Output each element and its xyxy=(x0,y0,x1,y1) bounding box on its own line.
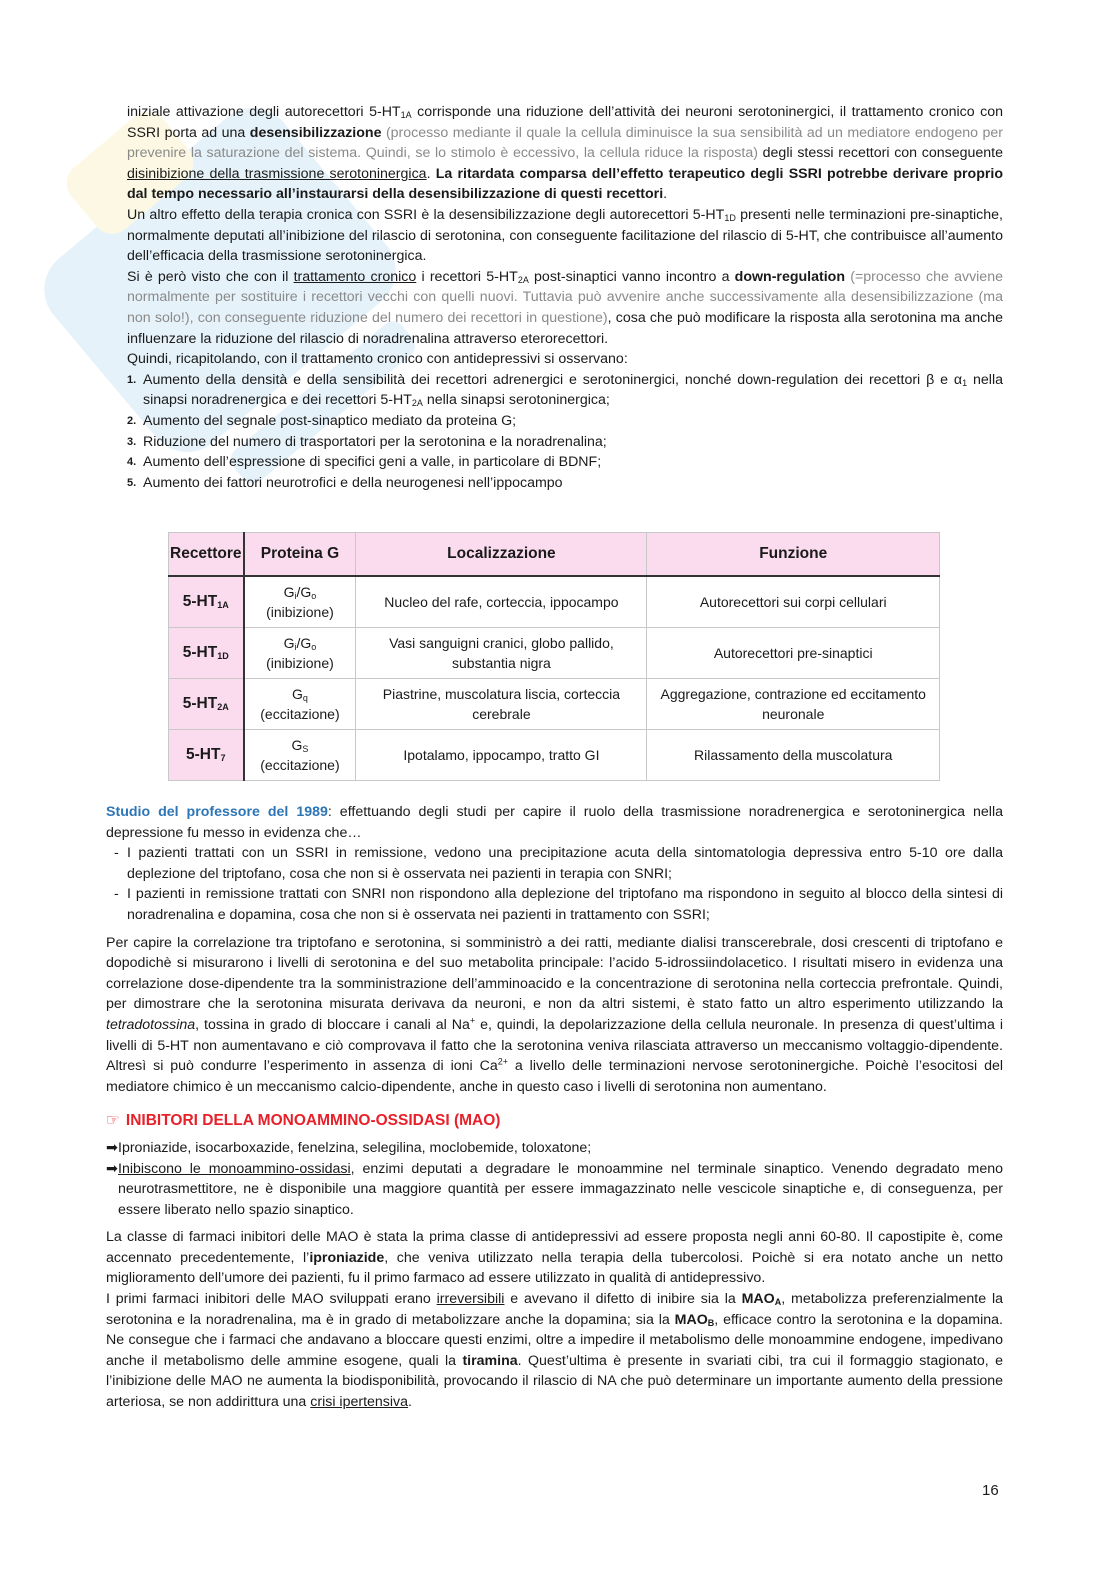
receptor-cell: $5-HT_{2A}$ xyxy=(169,679,244,730)
location-cell: Nucleo del rafe, corteccia, ippocampo xyxy=(356,576,647,628)
study-section xyxy=(106,802,1003,1413)
list-item: 4. Aumento dell’espressione di specifici geni a valle, in particolare di BDNF; xyxy=(127,454,602,471)
receptor-cell: $5-HT_7$ xyxy=(169,730,244,781)
function-cell: Aggregazione, contrazione ed eccitamento neuronale xyxy=(647,679,940,730)
table-row xyxy=(169,628,940,679)
study-findings xyxy=(106,843,1003,925)
receptor-cell: $5-HT_{1A}$ xyxy=(169,576,244,628)
page-number: 16 xyxy=(982,1482,999,1499)
table-row xyxy=(169,730,940,781)
protein-cell: $G_i/G_o$ (inibizione) xyxy=(244,628,356,679)
list-item: ➡ Inibiscono le monoammino-ossidasi, enzimi deputati a degradare le monoammine nel terminale sinaptico. Venendo degradato meno neurotrasmettitore, ne è disponibile una maggiore quantità per essere immagazzinato nelle vescicole sinaptiche e, di conseguenza, per essere liberato nello spazio sinaptico. xyxy=(106,1160,1004,1218)
intro-section xyxy=(127,102,1003,493)
location-cell: Piastrine, muscolatura liscia, corteccia cerebrale xyxy=(356,679,647,730)
receptor-table xyxy=(168,532,940,781)
arrow-icon: ➡ xyxy=(106,1139,118,1156)
header-localizzazione: Localizzazione xyxy=(356,533,647,577)
list-item: ➡ Iproniazide, isocarboxazide, fenelzina, selegilina, moclobemide, toloxatone; xyxy=(106,1138,1003,1159)
study-intro: Studio del professore del 1989: effettuando degli studi per capire il ruolo della trasmissione noradrenergica e serotoninergica nella depressione fu messo in evidenza che… xyxy=(106,804,1004,841)
arrow-icon: ➡ xyxy=(106,1160,118,1177)
table-row xyxy=(169,576,940,628)
paragraph-desensitization: iniziale attivazione degli autorecettori $5-HT_{1A}$ corrisponde una riduzione dell’attività dei neuroni serotoninergici, il trattamento cronico con SSRI porta ad una desensibilizzazione (processo mediante il quale la cellula diminuisce la sua sensibilità ad un mediatore endogeno per prevenire la saturazione del sistema. Quindi, se lo stimolo è eccessivo, la cellula riduce la risposta) degli stessi recettori con conseguente disinibizione della trasmissione serotoninergica. La ritardata comparsa dell’effetto terapeutico degli SSRI potrebbe derivare proprio dal tempo necessario all’instaurarsi della desensibilizzazione di questi recettori. xyxy=(127,104,1004,203)
header-funzione: Funzione xyxy=(647,533,940,577)
location-cell: Vasi sanguigni cranici, globo pallido, substantia nigra xyxy=(356,628,647,679)
list-item: 5. Aumento dei fattori neurotrofici e della neurogenesi nell’ippocampo xyxy=(127,474,563,491)
paragraph-summary-intro: Quindi, ricapitolando, con il trattamento cronico con antidepressivi si osservano: xyxy=(127,351,628,368)
table-header-row xyxy=(169,533,940,577)
list-item: - I pazienti trattati con un SSRI in remissione, vedono una precipitazione acuta della sintomatologia depressiva entro 5-10 ore dalla deplezione del triptofano, cosa che non si è osservata nei pazienti in terapia con SNRI; xyxy=(114,845,1003,882)
paragraph-autoreceptors-1d: Un altro effetto della terapia cronica con SSRI è la desensibilizzazione degli autorecettori $5-HT_{1D}$ presenti nelle terminazioni pre-sinaptiche, normalmente deputati all’inibizione del rilascio di serotonina, con conseguente facilitazione del rilascio di 5-HT, che contribuisce all’aumento dell’efficacia della trasmissione serotoninergica. xyxy=(127,206,1004,265)
function-cell: Rilassamento della muscolatura xyxy=(647,730,940,781)
effects-list xyxy=(127,370,1003,494)
function-cell: Autorecettori sui corpi cellulari xyxy=(647,576,940,628)
list-item: 3. Riduzione del numero di trasportatori per la serotonina e la noradrenalina; xyxy=(127,433,607,450)
paragraph-mao-history: La classe di farmaci inibitori delle MAO è stata la prima classe di antidepressivi ad essere proposta negli anni 60-80. Il capostipite è, come accennato precedentemente, l’iproniazide, che veniva utilizzato nella terapia della tubercolosi. Poichè si era notato anche un netto miglioramento dell’umore dei pazienti, fu il primo farmaco ad essere utilizzato in qualità di antidepressivo. xyxy=(106,1229,1003,1287)
header-proteina-g: Proteina G xyxy=(244,533,356,577)
study-title: Studio del professore del 1989 xyxy=(106,804,328,820)
paragraph-tryptophan: Per capire la correlazione tra triptofano e serotonina, si somministrò a dei ratti, mediante dialisi transcerebrale, dosi crescenti di triptofano e dopodichè si misurarono i livelli di serotonina e del suo metabolita principale: l’acido 5-idrossiindolacetico. I risultati misero in evidenza una correlazione dose-dipendente tra la somministrazione dell’amminoacido e la concentrazione di serotonina nella corteccia prefrontale. Quindi, per dimostrare che la serotonina misurata derivava da neuroni, e non da altri sistemi, è stato fatto un altro esperimento utilizzando la tetradotossina, tossina in grado di bloccare i canali al Na+ e, quindi, la depolarizzazione della cellula neuronale. In presenza di quest’ultima i livelli di 5-HT non aumentavano e ciò comprovava il fatto che la serotonina veniva rilasciata attraverso un meccanismo voltaggio-dipendente. Altresì si può condurre l’esperimento in assenza di ioni $Ca^{2+}$ a livello delle terminazioni nervose serotoninergiche. Poichè l’esocitosi del mediatore chimico è un meccanismo calcio-dipendente, anche in questo caso i livelli di serotonina non aumentano. xyxy=(106,934,1004,1095)
paragraph-down-regulation: Si è però visto che con il trattamento cronico i recettori $5-HT_{2A}$ post-sinaptici vanno incontro a down-regulation (=processo che avviene normalmente per sostituire i recettori vecchi con quelli nuovi. Tuttavia può avvenire anche successivamente alla desensibilizzazione (ma non solo!), con conseguente riduzione del numero dei recettori in questione), cosa che può modificare la risposta alla serotonina ma anche influenzare la riduzione del rilascio di noradrenalina attraverso eterorecettori. xyxy=(127,268,1003,347)
receptor-cell: $5-HT_{1D}$ xyxy=(169,628,244,679)
list-item: 1. Aumento della densità e della sensibilità dei recettori adrenergici e serotoninergici, nonché down-regulation dei recettori β e $\alpha_1$ nella sinapsi noradrenergica e dei recettori $5-HT_{2A}$ nella sinapsi serotoninergica; xyxy=(127,371,1004,409)
list-item: - I pazienti in remissione trattati con SNRI non rispondono alla deplezione del triptofano ma rispondono in seguito al blocco della sintesi di noradrenalina e dopamina, cosa che non si è osservata nei pazienti in trattamento con SSRI; xyxy=(114,886,1003,923)
protein-cell: $G_q$ (eccitazione) xyxy=(244,679,356,730)
protein-cell: $G_S$ (eccitazione) xyxy=(244,730,356,781)
paragraph-mao-irreversible: I primi farmaci inibitori delle MAO sviluppati erano irreversibili e avevano il difetto di inibire sia la $MAO_A$, metabolizza preferenzialmente la serotonina e la noradrenalina, ma è in grado di metabolizzare anche la dopamina; sia la $MAO_B$, efficace contro la serotonina e la dopamina. Ne consegue che i farmaci che andavano a bloccare questi enzimi, oltre a impedire il metabolismo delle monoammine endogene, impedivano anche il metabolismo delle ammine esogene, quali la tiramina. Quest’ultima è presente in svariati cibi, tra cui il formaggio stagionato, e l’inibizione delle MAO ne aumenta la biodisponibilità, provocando il rilascio di NA che può determinare un importante aumento della pressione arteriosa, se non addirittura una crisi ipertensiva. xyxy=(106,1291,1004,1411)
mao-bullets xyxy=(106,1138,1003,1220)
location-cell: Ipotalamo, ippocampo, tratto GI xyxy=(356,730,647,781)
function-cell: Autorecettori pre-sinaptici xyxy=(647,628,940,679)
header-recettore: Recettore xyxy=(169,533,244,577)
list-item: 2. Aumento del segnale post-sinaptico mediato da proteina G; xyxy=(127,412,517,429)
protein-cell: $G_i/G_o$ (inibizione) xyxy=(244,576,356,628)
section-heading-mao: ☞ INIBITORI DELLA MONOAMMINO-OSSIDASI (MAO) xyxy=(106,1112,501,1130)
pointing-hand-icon: ☞ xyxy=(106,1112,120,1130)
table-row xyxy=(169,679,940,730)
